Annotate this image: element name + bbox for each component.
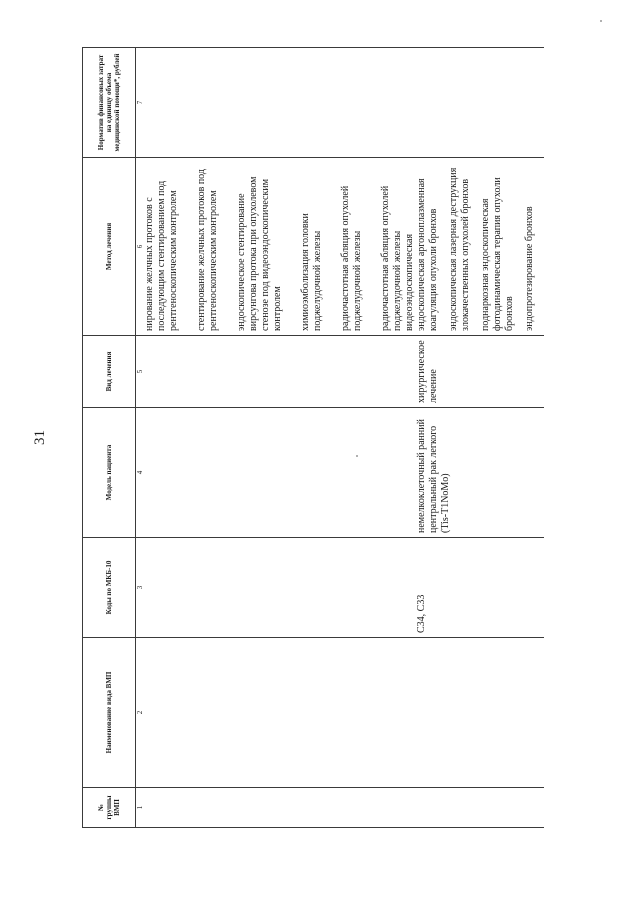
method-item: эндоскопическое стентирование вирсунгова протока при опухолевом стенозе под видеоэндоскопическим контролем [236, 176, 283, 331]
method-item: эндопротезирование бронхов [524, 206, 535, 331]
header-cost-norm: Норматив финансовых затрат на единицу объема медицинской помощи*, рублей [83, 48, 136, 158]
patient-model-cell: немелкоклеточный ранний центральный рак легкого (Tis-T1NoMo) [416, 408, 544, 538]
column-number: 1 [136, 788, 145, 828]
column-number: 3 [136, 538, 145, 638]
header-icd-codes: Коды по МКБ-10 [83, 538, 136, 638]
column-number: 7 [136, 48, 145, 158]
methods-cell [416, 158, 544, 336]
column-number: 6 [136, 158, 145, 336]
table-header-row [83, 48, 136, 828]
scan-speck [600, 20, 602, 22]
treatment-type-cell: хирургическое лечение [416, 336, 544, 408]
header-group-number: № группы ВМП [83, 788, 136, 828]
header-vmp-name: Наименование вида ВМП [83, 638, 136, 788]
method-item: радиочастотная абляция опухолей поджелудочной железы видеоэндоскопическая [380, 185, 415, 331]
scan-speck [356, 455, 358, 457]
column-number: 4 [136, 408, 145, 538]
column-number: 2 [136, 638, 145, 788]
column-number: 5 [136, 336, 145, 408]
method-item: поднаркозная эндоскопическая фотодинамическая терапия опухоли бронхов [480, 177, 515, 331]
header-treatment-type: Вид лечения [83, 336, 136, 408]
header-treatment-method: Метод лечения [83, 158, 136, 336]
method-item: эндоскопическая аргоноплазменная коагуляция опухоли бронхов [416, 178, 439, 331]
method-item: химиоэмболизация головки поджелудочной железы [300, 213, 323, 331]
icd-codes-cell: C34, C33 [416, 538, 544, 638]
header-patient-model: Модель пациента [83, 408, 136, 538]
vmp-table [82, 47, 544, 828]
method-item: радиочастотная абляция опухолей поджелудочной железы [340, 185, 363, 331]
rotated-table-sheet [82, 48, 572, 828]
column-number-row [136, 48, 145, 828]
method-item: стентирование желчных протоков под рентгеноскопическим контролем [196, 169, 219, 331]
table-row-continuation [144, 48, 416, 828]
page-number: 31 [32, 430, 48, 445]
method-item: нирование желчных протоков с последующим стентированием под рентгеноскопическим контролем [144, 180, 179, 331]
table-row-lung-cancer [416, 48, 544, 828]
method-item: эндоскопическая лазерная деструкция злокачественных опухолей бронхов [448, 167, 471, 331]
methods-cell [144, 158, 416, 336]
